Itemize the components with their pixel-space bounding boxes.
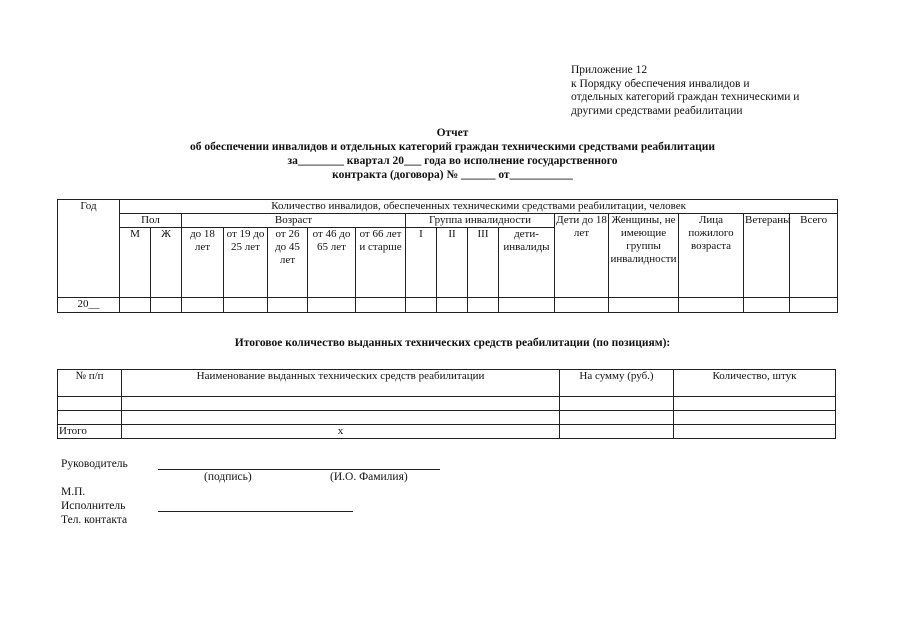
signature-caption: (подпись) xyxy=(204,471,252,483)
head-label: Руководитель xyxy=(61,458,128,470)
group-1-header: I xyxy=(406,228,437,298)
number-header: № п/п xyxy=(58,370,122,397)
elderly-header: Лица пожилого возраста xyxy=(679,214,744,298)
age-26-45-header: от 26 до 45 лет xyxy=(268,228,308,298)
table-cell[interactable] xyxy=(674,411,836,425)
report-title-line-3: контракта (договора) № ______ от___________ xyxy=(332,169,573,181)
disability-group-header: Группа инвалидности xyxy=(406,214,555,228)
table-cell[interactable] xyxy=(308,298,356,313)
sex-header: Пол xyxy=(120,214,182,228)
report-title-line-2: за________ квартал 20___ года во исполнение государственного xyxy=(287,155,618,167)
children-header: Дети до 18 лет xyxy=(555,214,609,298)
age-66-plus-header: от 66 лет и старше xyxy=(356,228,406,298)
group-2-header: II xyxy=(437,228,468,298)
report-title: Отчет xyxy=(436,127,469,139)
sum-header: На сумму (руб.) xyxy=(560,370,674,397)
table-cell[interactable] xyxy=(58,397,122,411)
age-46-65-header: от 46 до 65 лет xyxy=(308,228,356,298)
appendix-line-2: к Порядку обеспечения инвалидов и xyxy=(571,77,750,90)
executor-label: Исполнитель xyxy=(61,500,126,512)
female-header: Ж xyxy=(151,228,182,298)
table-cell[interactable] xyxy=(674,397,836,411)
table-cell[interactable] xyxy=(356,298,406,313)
table-cell[interactable] xyxy=(560,397,674,411)
age-under-18-header: до 18 лет xyxy=(182,228,224,298)
male-header: М xyxy=(120,228,151,298)
age-19-25-header: от 19 до 25 лет xyxy=(224,228,268,298)
issued-means-table xyxy=(57,369,836,439)
table-cell[interactable] xyxy=(499,298,555,313)
table-cell[interactable] xyxy=(182,298,224,313)
table-cell[interactable] xyxy=(560,411,674,425)
age-header: Возраст xyxy=(182,214,406,228)
phone-label: Тел. контакта xyxy=(61,514,128,526)
appendix-line-1: Приложение 12 xyxy=(571,64,648,76)
total-label: Итого xyxy=(58,425,122,439)
table-cell[interactable] xyxy=(679,298,744,313)
report-title-line-1: об обеспечении инвалидов и отдельных категорий граждан техническими средствами реабилитации xyxy=(190,141,715,153)
table-cell[interactable] xyxy=(406,298,437,313)
year-value[interactable]: 20__ xyxy=(58,298,120,313)
disabled-children-header: дети-инвалиды xyxy=(499,228,555,298)
appendix-line-3: отдельных категорий граждан техническими и xyxy=(571,91,800,103)
table-cell[interactable] xyxy=(790,298,838,313)
total-header: Всего xyxy=(790,214,838,298)
total-quantity-cell[interactable] xyxy=(674,425,836,439)
total-name-mark: х xyxy=(122,425,560,439)
group-3-header: III xyxy=(468,228,499,298)
table-cell[interactable] xyxy=(151,298,182,313)
quantity-header: Количество, штук xyxy=(674,370,836,397)
appendix-line-4: другими средствами реабилитации xyxy=(571,104,743,117)
table-cell[interactable] xyxy=(437,298,468,313)
stamp-label: М.П. xyxy=(61,486,86,498)
table-cell[interactable] xyxy=(555,298,609,313)
table-cell[interactable] xyxy=(268,298,308,313)
women-header: Женщины, не имеющие группы инвалидности xyxy=(609,214,679,298)
table-cell[interactable] xyxy=(468,298,499,313)
name-caption: (И.О. Фамилия) xyxy=(330,471,408,483)
appendix-note xyxy=(571,64,799,118)
table-cell[interactable] xyxy=(609,298,679,313)
table-cell[interactable] xyxy=(744,298,790,313)
disabled-persons-table xyxy=(57,199,838,313)
year-header: Год xyxy=(58,200,120,298)
veterans-header: Ветераны xyxy=(744,214,790,298)
name-header: Наименование выданных технических средств реабилитации xyxy=(122,370,560,397)
table-cell[interactable] xyxy=(122,397,560,411)
executor-line[interactable] xyxy=(158,511,353,512)
table-cell[interactable] xyxy=(120,298,151,313)
table-cell[interactable] xyxy=(224,298,268,313)
table-cell[interactable] xyxy=(122,411,560,425)
table-cell[interactable] xyxy=(58,411,122,425)
main-header: Количество инвалидов, обеспеченных техническими средствами реабилитации, человек xyxy=(120,200,838,214)
total-sum-cell[interactable] xyxy=(560,425,674,439)
totals-subtitle: Итоговое количество выданных технических средств реабилитации (по позициям): xyxy=(234,337,671,349)
